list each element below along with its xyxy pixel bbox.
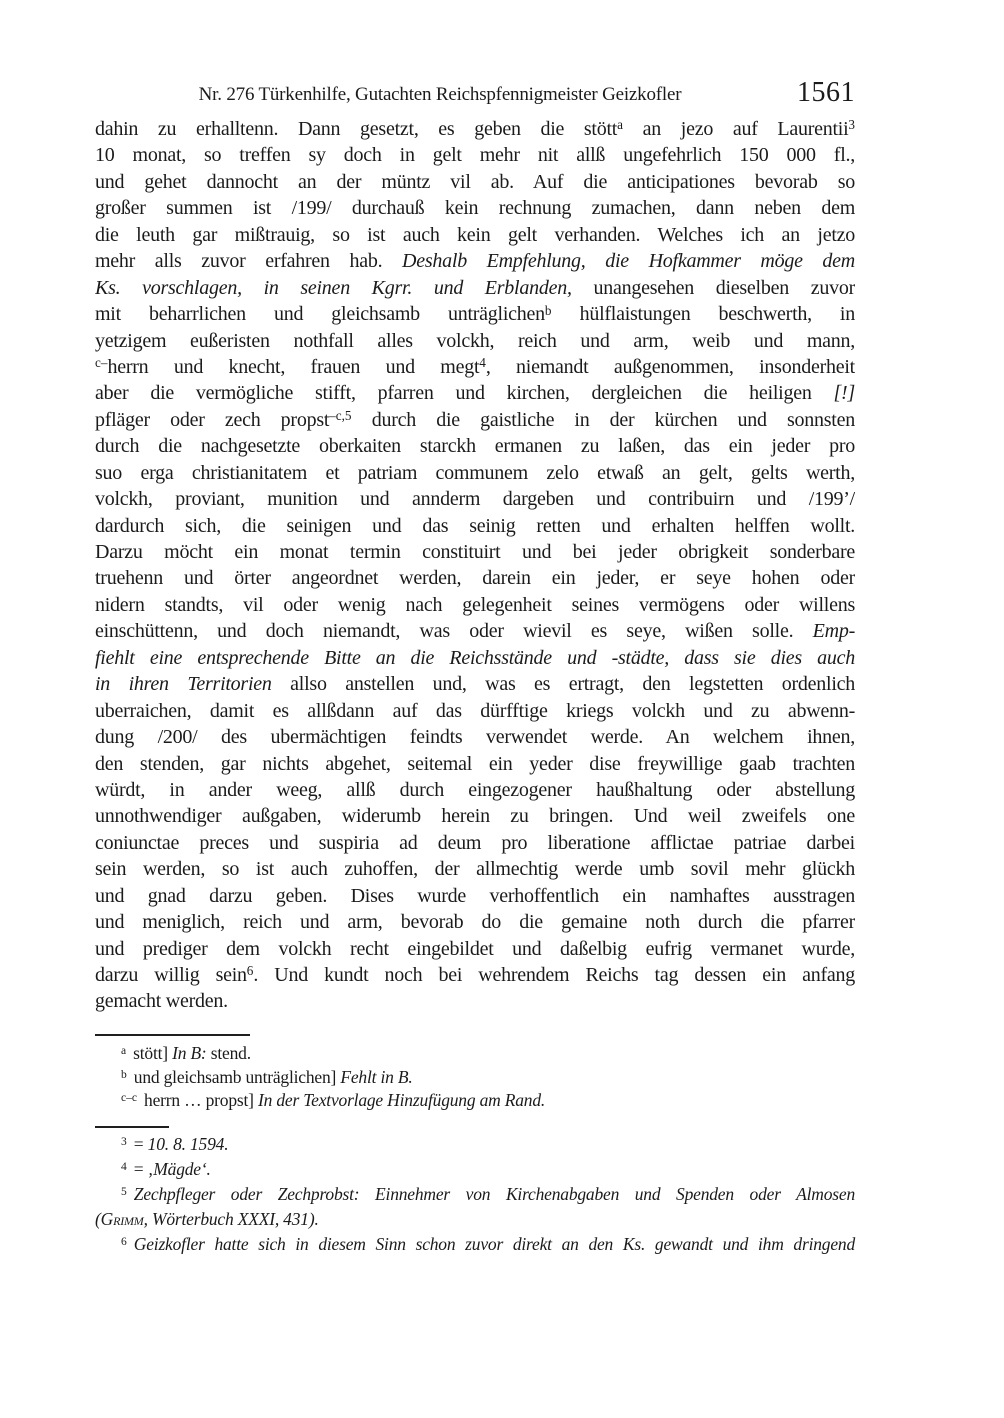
body-text-line [95,777,855,803]
text-run: uberraichen, damit es allßdann auf das dürfftige kriegs volckh und zu abwenn- [95,699,855,722]
text-run: herrn … propst] [144,1090,258,1110]
body-text-line [95,565,855,591]
note-reference-marker: 3 [848,117,855,133]
text-run: In der Textvorlage Hinzufügung am Rand. [257,1090,546,1110]
text-run: , Wörterbuch XXXI, 431). [143,1209,319,1229]
text-run: [!] [833,382,855,405]
body-text-line [95,301,855,327]
footnote-number-marker: 4 [121,1161,127,1174]
running-header [95,77,855,118]
text-run: hülflaistungen beschwerth, in [551,303,855,326]
text-run: unnothwendiger außgaben, widerumb herein zu bringen. Und weil zweifels one [95,805,855,828]
text-run: und gleichsamb unträglichen] [133,1066,341,1087]
body-text-line [95,486,855,512]
body-text-line [95,962,855,988]
body-text-line [95,724,855,750]
note-reference-marker: 6 [246,963,254,979]
text-run: den stenden, gar nichts abgehet, seitemal ein yeder dise freywillige gaab trachten [95,752,855,775]
body-text-line [95,803,855,829]
text-run: fiehlt eine entsprechende Bitte an die Reichsstände und -städte, dass sie dies auch [95,646,855,669]
text-run: einschüttenn, und doch niemandt, was oder wievil es seye, wißen solle. [95,620,813,643]
apparatus-separator-rule [95,1034,250,1036]
footnote-line [95,1232,855,1257]
text-run: stött] [133,1043,173,1063]
text-run: dahin zu erhalltenn. Dann gesetzt, es geben die stött [95,118,618,140]
text-run: Grimm [100,1209,144,1229]
text-run: mit beharrlichen und gleichsamb unträglichen [95,303,545,326]
body-text-line [95,169,855,195]
text-run: allso anstellen und, was es ertragt, den legstetten ordenlich [271,673,855,696]
footnote-line [95,1207,855,1232]
body-text-line [95,328,855,354]
body-text-line [95,116,855,142]
text-run: = [133,1159,148,1179]
text-run: durch die nachgesetzte oberkaiten starckh ermanen zu laßen, das ein jeder pro [95,435,855,458]
text-run: Fehlt in B. [340,1066,413,1087]
footnote-line [95,1157,855,1182]
apparatus-notes-block [95,1042,855,1113]
text-run: sein werden, so ist auch zuhoffen, der allmechtig werde umb sovil mehr glückh [95,858,855,881]
text-run: großer summen ist /199/ durchauß kein rechnung zumachen, dann neben dem [95,197,855,220]
text-run: 10 monat, so treffen sy doch in gelt mehr nit allß ungefehrlich 150 000 fl., [95,144,855,167]
text-run: würdt, in ander weeg, allß durch eingezogener haußhaltung oder abstellung [95,778,855,801]
page-number: 1561 [797,77,855,108]
text-run: und meniglich, reich und arm, bevorab do die gemaine noth durch die pfarrer [95,911,855,934]
note-reference-marker: c– [95,355,108,371]
body-text-line [95,671,855,697]
text-run: Deshalb Empfehlung, die Hofkammer möge dem [402,250,855,273]
text-run: coniunctae preces und suspiria ad deum pro liberatione afflictae patriae darbei [95,831,855,854]
footnote-line [95,1132,855,1157]
body-text-line [95,830,855,856]
apparatus-note [95,1042,855,1066]
footnote-line [95,1182,855,1207]
note-reference-marker: b [544,302,552,318]
text-run: nidern standts, vil oder wenig nach gelegenheit seines vermögens oder willens [95,593,855,616]
note-reference-marker: –c,5 [329,408,352,424]
body-text-line [95,856,855,882]
text-run: In B: [172,1043,207,1063]
text-run: an jezo auf Laurentii [622,118,849,140]
footnote-number-marker: 5 [121,1186,127,1199]
text-run: dung /200/ des ubermächtigen feindts verwendet werde. An welchem ihnen, [95,726,855,749]
text-run: stend. [206,1043,251,1063]
text-run: dardurch sich, die seinigen und das seinig retten und erhalten helffen wollt. [95,514,855,537]
body-text-line [95,380,855,406]
body-text-line [95,698,855,724]
text-run: durch die gaistliche in der kürchen und sonnsten [351,408,855,431]
header-title: Nr. 276 Türkenhilfe, Gutachten Reichspfennigmeister Geizkofler [198,84,682,105]
text-run: Darzu möcht ein monat termin constituirt und bei jeder obrigkeit sonderbare [95,541,855,563]
text-run: yetzigem eußeristen nothfall alles volckh, reich und arm, weib und mann, [95,329,855,352]
text-run: volckh, proviant, munition und annderm dargeben und contribuirn und /199’/ [95,488,855,511]
body-text-line [95,248,855,274]
body-text-line [95,909,855,935]
body-text-line [95,539,855,565]
text-run: ( [95,1209,101,1229]
note-reference-marker: a [617,117,623,133]
apparatus-note [95,1066,855,1090]
body-text-line [95,275,855,301]
footnote-number-marker: 3 [121,1136,127,1149]
text-run: und gnad darzu geben. Dises wurde verhoffentlich ein namhaftes ausstragen [95,884,855,907]
text-run: pfläger oder zech propst [95,408,330,431]
text-run: Zechpfleger oder Zechprobst: Einnehmer von Kirchenabgaben und Spenden oder Almosen [133,1184,855,1204]
apparatus-note-marker: a [121,1045,127,1058]
text-run: Emp- [812,620,855,643]
text-run: und prediger dem volckh recht eingebildet und daßelbig eufrig vermanet wurde, [95,937,855,960]
apparatus-note-marker: b [121,1068,127,1081]
body-text-line [95,645,855,671]
body-text-line [95,407,855,433]
text-run: Ks. vorschlagen, in seinen Kgrr. und Erblanden, [95,276,572,299]
body-text-line [95,618,855,644]
body-text-line [95,513,855,539]
body-text-line [95,195,855,221]
body-text-line [95,354,855,380]
body-text-line [95,433,855,459]
footnotes-block [95,1132,855,1257]
apparatus-note-marker: c–c [121,1092,138,1105]
body-text-line [95,936,855,962]
text-run: suo erga christianitatem et patriam communem zelo etwaß an gelt, gelts werth, [95,461,855,484]
apparatus-note [95,1089,855,1113]
body-text-line [95,751,855,777]
body-text-line [95,988,855,1014]
text-run: ‚Mägde‘. [147,1159,211,1179]
text-run: mehr alls zuvor erfahren hab. [95,250,403,273]
text-run: = [133,1134,148,1154]
body-text-line [95,222,855,248]
footnote-number-marker: 6 [121,1236,127,1249]
text-run: herrn und knecht, frauen und megt [107,355,480,378]
text-run: und gehet dannocht an der müntz vil ab. Auf die anticipationes bevorab so [95,170,855,193]
text-run: unangesehen dieselben zuvor [571,276,855,299]
body-text-line [95,460,855,486]
text-run: in ihren Territorien [95,673,272,696]
text-run: . Und kundt noch bei wehrendem Reichs tag dessen ein anfang [253,964,855,986]
text-run: truehenn und örter angeordnet werden, darein ein jeder, er seye hohen oder [95,567,855,590]
text-run: , niemandt außgenommen, insonderheit [485,355,855,378]
text-run: die leuth gar mißtrauig, so ist auch kein gelt verhanden. Welches ich an jetzo [95,223,855,246]
main-text-block [95,116,855,1015]
text-run: Geizkofler hatte sich in diesem Sinn schon zuvor direkt an den Ks. gewandt und ihm dringend [133,1234,855,1254]
text-run: darzu willig sein [95,964,247,986]
footnote-separator-rule [95,1126,169,1128]
text-run: aber die vermögliche stifft, pfarren und kirchen, dergleichen die heiligen [95,382,834,405]
body-text-line [95,883,855,909]
text-run: gemacht werden. [95,990,228,1013]
body-text-line [95,142,855,168]
note-reference-marker: 4 [479,355,486,371]
text-run: 10. 8. 1594. [147,1134,229,1154]
body-text-line [95,592,855,618]
